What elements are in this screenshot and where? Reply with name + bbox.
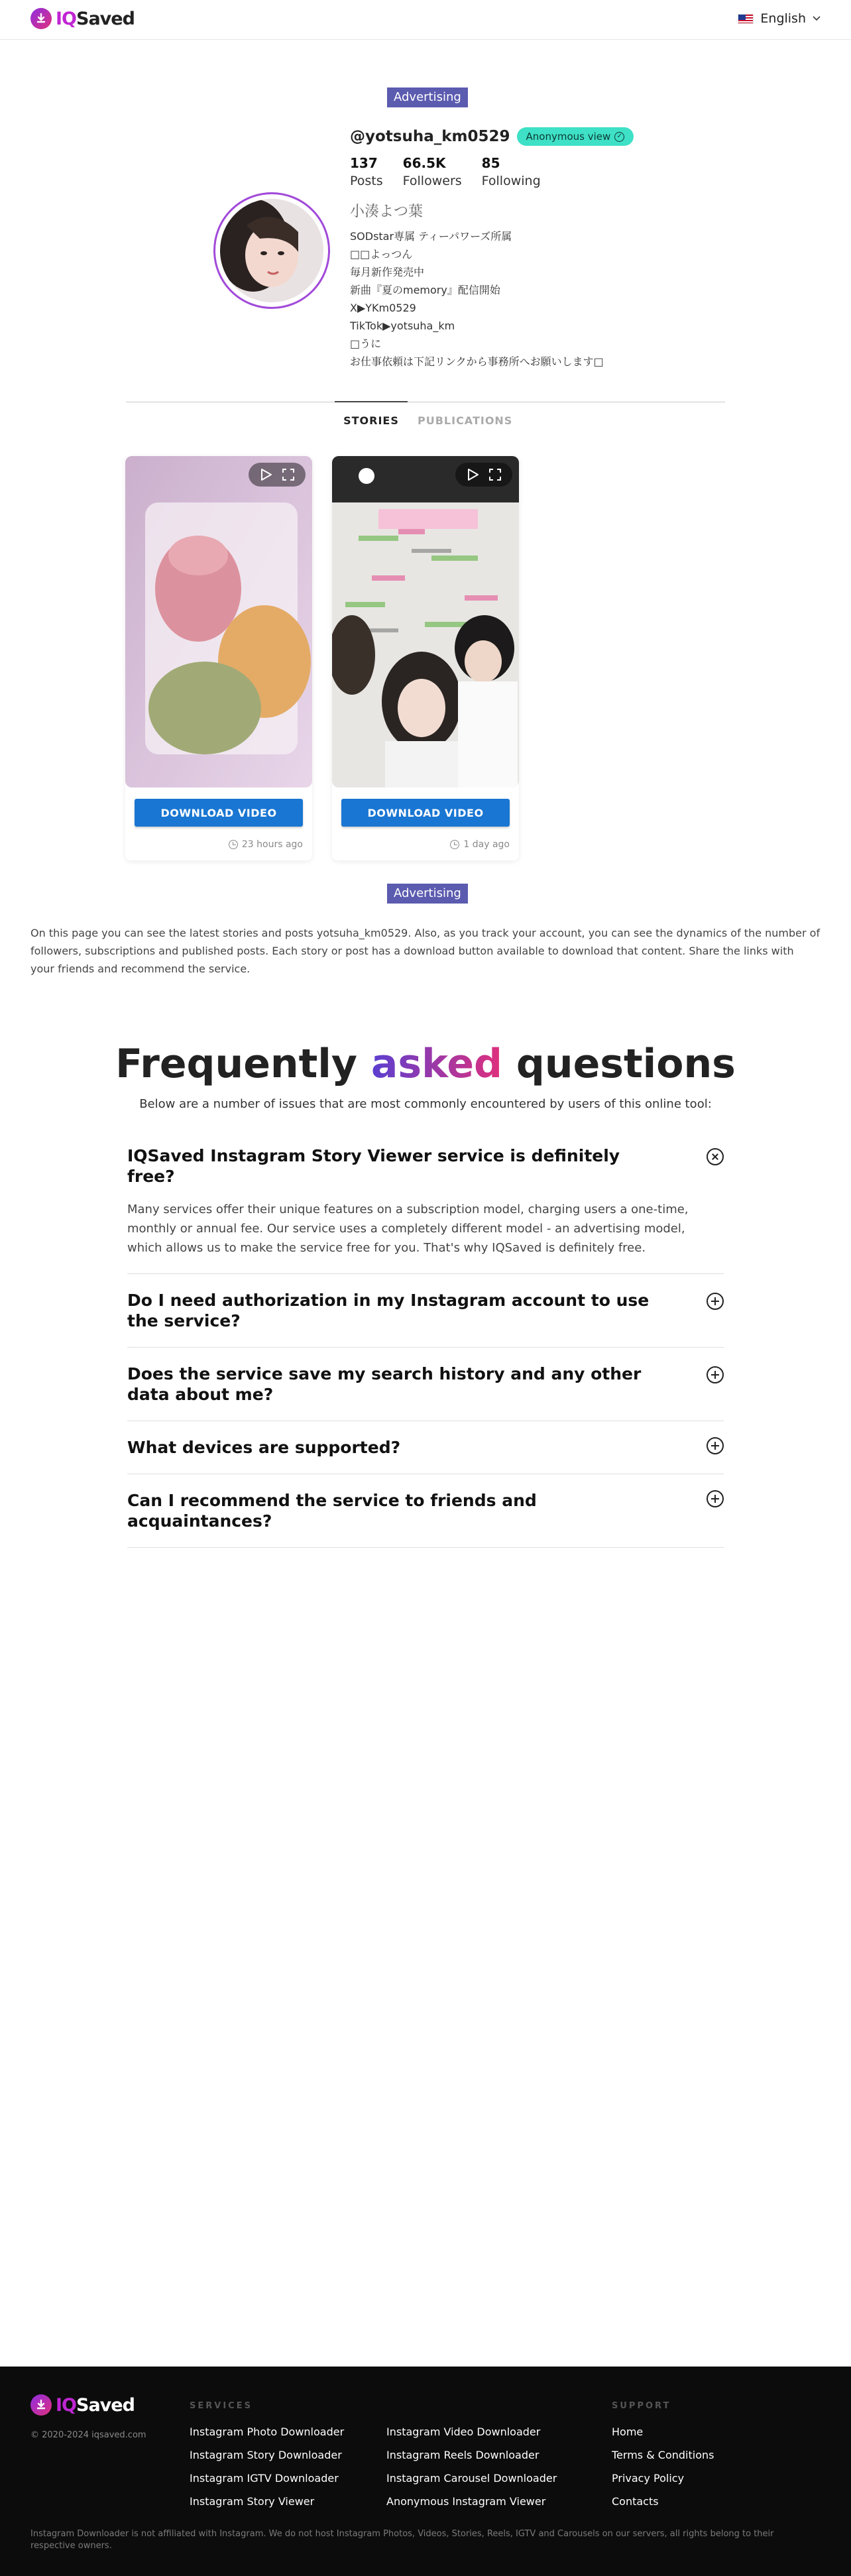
faq-title <box>0 1041 851 1087</box>
stat-following <box>482 155 541 188</box>
faq-list <box>127 1134 724 1548</box>
story-preview-image <box>125 456 312 788</box>
stat-posts <box>350 155 383 188</box>
story-time-label: 23 hours ago <box>241 839 303 850</box>
download-logo-icon <box>30 8 52 29</box>
anonymous-view-label: Anonymous view <box>526 131 611 143</box>
stat-label: Followers <box>402 174 462 188</box>
avatar-photo <box>220 199 323 302</box>
tab-publications[interactable]: PUBLICATIONS <box>418 414 513 427</box>
download-video-button[interactable]: DOWNLOAD VIDEO <box>135 799 303 827</box>
download-logo-icon <box>30 2394 52 2416</box>
footer-link[interactable]: Instagram IGTV Downloader <box>190 2472 339 2485</box>
advertising-badge-bottom: Advertising <box>387 884 468 904</box>
services-heading: SERVICES <box>190 2401 253 2411</box>
support-heading: SUPPORT <box>612 2401 671 2411</box>
faq-question[interactable]: Does the service save my search history and any other data about me? <box>127 1364 642 1404</box>
avatar-ring <box>213 192 330 309</box>
footer-link-privacy[interactable]: Privacy Policy <box>612 2472 685 2485</box>
story-timestamp <box>450 839 510 850</box>
footer-link-terms[interactable]: Terms & Conditions <box>612 2449 714 2461</box>
bio-line: お仕事依頼は下記リンクから事務所へお願いします□ <box>350 355 604 368</box>
bio-line: TikTok▶yotsuha_km <box>350 320 455 332</box>
profile-info <box>350 127 721 371</box>
faq-item[interactable] <box>127 1134 724 1274</box>
footer-link[interactable]: Instagram Reels Downloader <box>386 2449 539 2461</box>
profile-full-name: 小湊よつ葉 <box>350 204 424 220</box>
stat-value: 137 <box>350 155 378 171</box>
profile-stats <box>350 155 721 188</box>
story-thumbnail[interactable] <box>332 456 519 788</box>
plus-circle-icon[interactable] <box>707 1366 724 1383</box>
stat-value: 66.5K <box>402 155 446 171</box>
clock-icon <box>450 840 459 849</box>
tab-stories[interactable]: STORIES <box>335 401 408 438</box>
download-video-button[interactable]: DOWNLOAD VIDEO <box>341 799 510 827</box>
footer-link[interactable]: Instagram Story Downloader <box>190 2449 342 2461</box>
faq-question[interactable]: IQSaved Instagram Story Viewer service is definitely free? <box>127 1146 620 1186</box>
footer-disclaimer: Instagram Downloader is not affiliated with Instagram. We do not host Instagram Photos, Videos, Stories, Reels, IGTV and Carousels on our servers, all rights belong to their respective owners. <box>30 2529 774 2551</box>
faq-question[interactable]: What devices are supported? <box>127 1438 401 1457</box>
site-footer <box>0 2367 851 2576</box>
clock-icon <box>229 840 238 849</box>
story-timestamp <box>229 839 303 850</box>
site-logo[interactable] <box>30 8 135 29</box>
advertising-badge-top: Advertising <box>387 88 468 107</box>
bio-line: 新曲『夏のmemory』配信開始 <box>350 284 500 296</box>
logo-text-rest: Saved <box>76 2394 135 2416</box>
page-description: On this page you can see the latest stories and posts yotsuha_km0529. Also, as you track your account, you can see the dynamics of the number of followers, subscriptions and published posts. Each story or post has a download button available to download that content. Share the links with your friends and recommend the service. <box>30 927 821 975</box>
faq-subtitle: Below are a number of issues that are most commonly encountered by users of this online tool: <box>139 1097 712 1111</box>
story-thumbnail[interactable] <box>125 456 312 788</box>
fullscreen-icon[interactable] <box>282 469 294 481</box>
footer-link-contacts[interactable]: Contacts <box>612 2495 659 2508</box>
logo-text-rest: Saved <box>76 8 135 29</box>
footer-link[interactable]: Instagram Story Viewer <box>190 2495 315 2508</box>
avatar <box>220 199 323 302</box>
faq-answer: Many services offer their unique features on a subscription model, charging users a one-time, monthly or annual fee. Our service uses a completely different model - an advertising model, which allows us to make the service free for you. That's why IQSaved is definitely free. <box>127 1202 689 1255</box>
us-flag-icon <box>738 14 754 24</box>
stat-label: Posts <box>350 174 383 188</box>
stat-label: Following <box>481 174 541 188</box>
profile-username: @yotsuha_km0529 <box>350 128 510 145</box>
play-icon[interactable] <box>467 468 479 481</box>
services-column-2 <box>386 2425 557 2518</box>
faq-item[interactable] <box>127 1421 724 1474</box>
bio-line: SODstar専属 ティーパワーズ所属 <box>350 230 512 243</box>
plus-circle-icon[interactable] <box>707 1490 724 1507</box>
plus-circle-icon[interactable] <box>707 1437 724 1454</box>
footer-link[interactable]: Instagram Photo Downloader <box>190 2426 345 2438</box>
language-selector[interactable] <box>738 11 821 26</box>
profile-bio <box>350 227 721 371</box>
faq-item[interactable] <box>127 1474 724 1548</box>
faq-title-accent: asked <box>370 1041 503 1087</box>
site-header <box>0 0 851 40</box>
video-controls <box>455 463 512 487</box>
fullscreen-icon[interactable] <box>489 469 501 481</box>
logo-text-iq: IQ <box>56 8 76 29</box>
faq-title-start: Frequently <box>115 1041 371 1087</box>
anonymous-view-badge <box>517 127 634 146</box>
story-preview-image <box>332 456 519 788</box>
faq-question[interactable]: Can I recommend the service to friends and acquaintances? <box>127 1491 537 1531</box>
bio-line: X▶YKm0529 <box>350 302 416 314</box>
story-card <box>125 456 312 860</box>
story-time-label: 1 day ago <box>463 839 510 850</box>
check-circle-icon: ✓ <box>614 132 624 142</box>
faq-item[interactable] <box>127 1348 724 1421</box>
footer-link[interactable]: Anonymous Instagram Viewer <box>386 2495 546 2508</box>
plus-circle-icon[interactable] <box>707 1293 724 1310</box>
logo-text-iq: IQ <box>56 2394 76 2416</box>
faq-item[interactable] <box>127 1274 724 1348</box>
footer-link[interactable]: Instagram Video Downloader <box>386 2426 541 2438</box>
bio-line: 毎月新作発売中 <box>350 266 425 278</box>
stat-value: 85 <box>481 155 500 171</box>
play-icon[interactable] <box>260 468 272 481</box>
footer-link[interactable]: Instagram Carousel Downloader <box>386 2472 557 2485</box>
support-column <box>612 2425 714 2518</box>
bio-line: □うに <box>350 337 382 350</box>
footer-link-home[interactable]: Home <box>612 2426 644 2438</box>
faq-question[interactable]: Do I need authorization in my Instagram account to use the service? <box>127 1291 650 1330</box>
footer-logo[interactable] <box>30 2394 135 2416</box>
faq-title-end: questions <box>502 1041 736 1087</box>
bio-line: □□よっつん <box>350 248 413 261</box>
chevron-down-icon <box>813 16 821 21</box>
copyright: © 2020-2024 iqsaved.com <box>30 2430 146 2440</box>
services-column-1 <box>190 2425 344 2518</box>
close-circle-icon[interactable] <box>707 1148 724 1165</box>
language-label: English <box>760 11 806 26</box>
video-controls <box>249 463 306 487</box>
stat-followers <box>403 155 462 188</box>
story-card <box>332 456 519 860</box>
